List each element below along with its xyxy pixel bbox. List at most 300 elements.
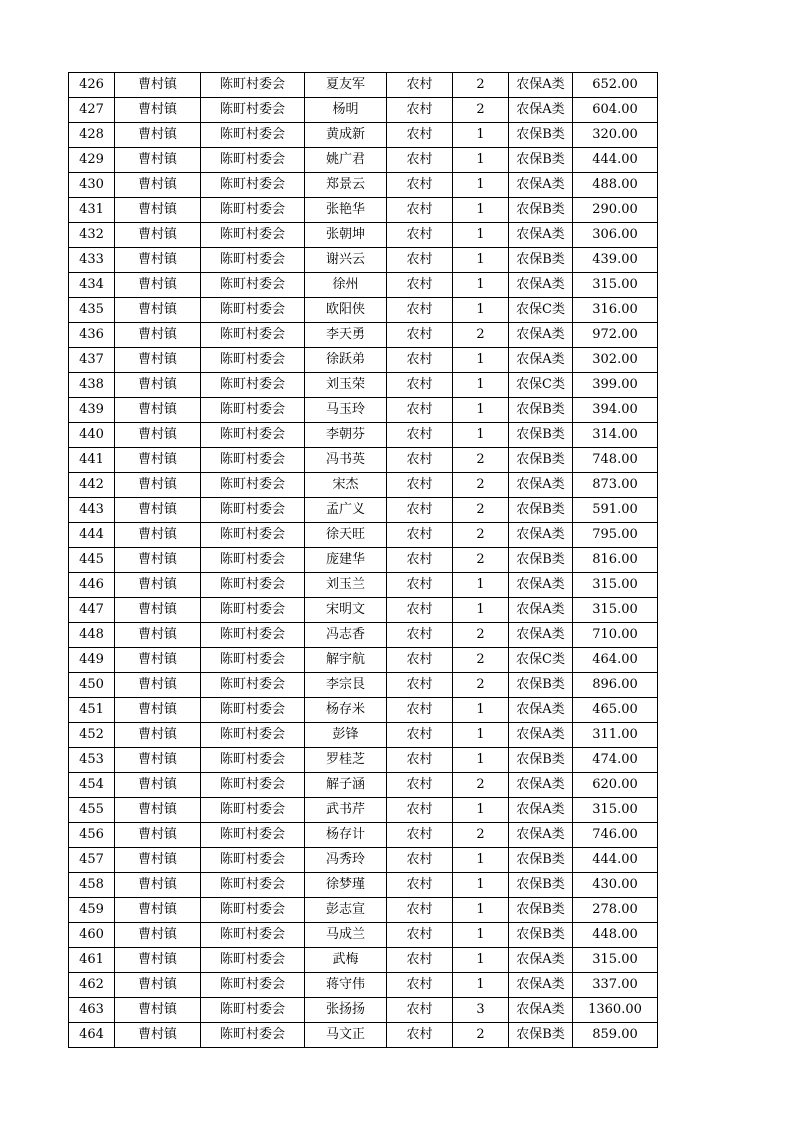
amount-cell: 488.00: [573, 173, 658, 198]
name-cell: 罗桂芝: [305, 748, 387, 773]
household-type-cell: 农村: [387, 648, 453, 673]
name-cell: 解子涵: [305, 773, 387, 798]
household-type-cell: 农村: [387, 948, 453, 973]
village-committee-cell: 陈町村委会: [201, 548, 305, 573]
name-cell: 宋杰: [305, 473, 387, 498]
person-count-cell: 2: [453, 498, 509, 523]
row-number-cell: 446: [69, 573, 115, 598]
household-type-cell: 农村: [387, 173, 453, 198]
town-cell: 曹村镇: [115, 348, 201, 373]
village-committee-cell: 陈町村委会: [201, 473, 305, 498]
table-row: [69, 398, 658, 423]
category-cell: 农保A类: [509, 723, 573, 748]
name-cell: 夏友军: [305, 73, 387, 98]
category-cell: 农保A类: [509, 773, 573, 798]
name-cell: 庞建华: [305, 548, 387, 573]
village-committee-cell: 陈町村委会: [201, 773, 305, 798]
amount-cell: 316.00: [573, 298, 658, 323]
table-row: [69, 523, 658, 548]
category-cell: 农保B类: [509, 748, 573, 773]
household-type-cell: 农村: [387, 598, 453, 623]
category-cell: 农保B类: [509, 123, 573, 148]
town-cell: 曹村镇: [115, 548, 201, 573]
village-committee-cell: 陈町村委会: [201, 573, 305, 598]
person-count-cell: 1: [453, 398, 509, 423]
name-cell: 武书芹: [305, 798, 387, 823]
town-cell: 曹村镇: [115, 748, 201, 773]
row-number-cell: 460: [69, 923, 115, 948]
person-count-cell: 1: [453, 873, 509, 898]
table-row: [69, 148, 658, 173]
row-number-cell: 442: [69, 473, 115, 498]
town-cell: 曹村镇: [115, 623, 201, 648]
amount-cell: 311.00: [573, 723, 658, 748]
category-cell: 农保B类: [509, 398, 573, 423]
town-cell: 曹村镇: [115, 148, 201, 173]
name-cell: 刘玉兰: [305, 573, 387, 598]
name-cell: 彭锋: [305, 723, 387, 748]
village-committee-cell: 陈町村委会: [201, 973, 305, 998]
town-cell: 曹村镇: [115, 1023, 201, 1048]
amount-cell: 972.00: [573, 323, 658, 348]
person-count-cell: 1: [453, 373, 509, 398]
table-row: [69, 298, 658, 323]
person-count-cell: 1: [453, 223, 509, 248]
table-row: [69, 248, 658, 273]
amount-cell: 748.00: [573, 448, 658, 473]
household-type-cell: 农村: [387, 498, 453, 523]
person-count-cell: 2: [453, 98, 509, 123]
table-row: [69, 348, 658, 373]
amount-cell: 315.00: [573, 598, 658, 623]
row-number-cell: 449: [69, 648, 115, 673]
name-cell: 马文正: [305, 1023, 387, 1048]
village-committee-cell: 陈町村委会: [201, 998, 305, 1023]
category-cell: 农保A类: [509, 73, 573, 98]
row-number-cell: 459: [69, 898, 115, 923]
category-cell: 农保A类: [509, 348, 573, 373]
table-row: [69, 98, 658, 123]
row-number-cell: 432: [69, 223, 115, 248]
row-number-cell: 451: [69, 698, 115, 723]
table-row: [69, 773, 658, 798]
table-row: [69, 123, 658, 148]
town-cell: 曹村镇: [115, 923, 201, 948]
table-row: [69, 648, 658, 673]
name-cell: 杨明: [305, 98, 387, 123]
category-cell: 农保C类: [509, 373, 573, 398]
category-cell: 农保A类: [509, 823, 573, 848]
row-number-cell: 455: [69, 798, 115, 823]
amount-cell: 290.00: [573, 198, 658, 223]
household-type-cell: 农村: [387, 398, 453, 423]
amount-cell: 430.00: [573, 873, 658, 898]
name-cell: 刘玉荣: [305, 373, 387, 398]
person-count-cell: 2: [453, 623, 509, 648]
table-body: [69, 73, 658, 1048]
village-committee-cell: 陈町村委会: [201, 323, 305, 348]
person-count-cell: 2: [453, 73, 509, 98]
person-count-cell: 1: [453, 698, 509, 723]
town-cell: 曹村镇: [115, 598, 201, 623]
table-row: [69, 923, 658, 948]
amount-cell: 278.00: [573, 898, 658, 923]
village-committee-cell: 陈町村委会: [201, 423, 305, 448]
town-cell: 曹村镇: [115, 848, 201, 873]
household-type-cell: 农村: [387, 373, 453, 398]
amount-cell: 399.00: [573, 373, 658, 398]
village-committee-cell: 陈町村委会: [201, 598, 305, 623]
row-number-cell: 431: [69, 198, 115, 223]
village-committee-cell: 陈町村委会: [201, 173, 305, 198]
table-row: [69, 898, 658, 923]
person-count-cell: 1: [453, 573, 509, 598]
category-cell: 农保A类: [509, 798, 573, 823]
amount-cell: 795.00: [573, 523, 658, 548]
table-row: [69, 698, 658, 723]
person-count-cell: 1: [453, 598, 509, 623]
table-row: [69, 548, 658, 573]
table-row: [69, 723, 658, 748]
person-count-cell: 1: [453, 248, 509, 273]
person-count-cell: 1: [453, 123, 509, 148]
household-type-cell: 农村: [387, 773, 453, 798]
row-number-cell: 454: [69, 773, 115, 798]
row-number-cell: 450: [69, 673, 115, 698]
row-number-cell: 452: [69, 723, 115, 748]
category-cell: 农保A类: [509, 973, 573, 998]
amount-cell: 746.00: [573, 823, 658, 848]
name-cell: 彭志宣: [305, 898, 387, 923]
name-cell: 冯志香: [305, 623, 387, 648]
row-number-cell: 447: [69, 598, 115, 623]
person-count-cell: 2: [453, 548, 509, 573]
household-type-cell: 农村: [387, 198, 453, 223]
household-type-cell: 农村: [387, 298, 453, 323]
village-committee-cell: 陈町村委会: [201, 923, 305, 948]
name-cell: 李宗艮: [305, 673, 387, 698]
name-cell: 马成兰: [305, 923, 387, 948]
person-count-cell: 2: [453, 323, 509, 348]
benefit-roster-table: [68, 72, 658, 1048]
row-number-cell: 464: [69, 1023, 115, 1048]
category-cell: 农保A类: [509, 598, 573, 623]
town-cell: 曹村镇: [115, 423, 201, 448]
town-cell: 曹村镇: [115, 673, 201, 698]
village-committee-cell: 陈町村委会: [201, 823, 305, 848]
category-cell: 农保B类: [509, 923, 573, 948]
person-count-cell: 2: [453, 473, 509, 498]
table-row: [69, 273, 658, 298]
town-cell: 曹村镇: [115, 523, 201, 548]
name-cell: 蒋守伟: [305, 973, 387, 998]
village-committee-cell: 陈町村委会: [201, 398, 305, 423]
name-cell: 杨存米: [305, 698, 387, 723]
category-cell: 农保A类: [509, 273, 573, 298]
row-number-cell: 458: [69, 873, 115, 898]
village-committee-cell: 陈町村委会: [201, 448, 305, 473]
amount-cell: 710.00: [573, 623, 658, 648]
category-cell: 农保A类: [509, 473, 573, 498]
table-row: [69, 448, 658, 473]
person-count-cell: 1: [453, 273, 509, 298]
table-row: [69, 998, 658, 1023]
amount-cell: 315.00: [573, 573, 658, 598]
name-cell: 武梅: [305, 948, 387, 973]
row-number-cell: 457: [69, 848, 115, 873]
category-cell: 农保C类: [509, 648, 573, 673]
town-cell: 曹村镇: [115, 123, 201, 148]
person-count-cell: 1: [453, 723, 509, 748]
household-type-cell: 农村: [387, 898, 453, 923]
village-committee-cell: 陈町村委会: [201, 498, 305, 523]
category-cell: 农保B类: [509, 548, 573, 573]
village-committee-cell: 陈町村委会: [201, 148, 305, 173]
table-row: [69, 823, 658, 848]
person-count-cell: 3: [453, 998, 509, 1023]
person-count-cell: 2: [453, 673, 509, 698]
town-cell: 曹村镇: [115, 73, 201, 98]
household-type-cell: 农村: [387, 848, 453, 873]
row-number-cell: 426: [69, 73, 115, 98]
name-cell: 谢兴云: [305, 248, 387, 273]
row-number-cell: 448: [69, 623, 115, 648]
name-cell: 马玉玲: [305, 398, 387, 423]
town-cell: 曹村镇: [115, 723, 201, 748]
person-count-cell: 1: [453, 423, 509, 448]
town-cell: 曹村镇: [115, 798, 201, 823]
household-type-cell: 农村: [387, 273, 453, 298]
name-cell: 张朝坤: [305, 223, 387, 248]
name-cell: 徐天旺: [305, 523, 387, 548]
household-type-cell: 农村: [387, 523, 453, 548]
name-cell: 欧阳侠: [305, 298, 387, 323]
village-committee-cell: 陈町村委会: [201, 873, 305, 898]
village-committee-cell: 陈町村委会: [201, 73, 305, 98]
row-number-cell: 437: [69, 348, 115, 373]
row-number-cell: 461: [69, 948, 115, 973]
person-count-cell: 1: [453, 798, 509, 823]
amount-cell: 474.00: [573, 748, 658, 773]
person-count-cell: 1: [453, 948, 509, 973]
household-type-cell: 农村: [387, 123, 453, 148]
town-cell: 曹村镇: [115, 823, 201, 848]
table-row: [69, 848, 658, 873]
town-cell: 曹村镇: [115, 473, 201, 498]
table-row: [69, 748, 658, 773]
village-committee-cell: 陈町村委会: [201, 1023, 305, 1048]
village-committee-cell: 陈町村委会: [201, 723, 305, 748]
town-cell: 曹村镇: [115, 323, 201, 348]
table-row: [69, 873, 658, 898]
town-cell: 曹村镇: [115, 498, 201, 523]
row-number-cell: 436: [69, 323, 115, 348]
village-committee-cell: 陈町村委会: [201, 948, 305, 973]
category-cell: 农保A类: [509, 523, 573, 548]
amount-cell: 1360.00: [573, 998, 658, 1023]
row-number-cell: 456: [69, 823, 115, 848]
town-cell: 曹村镇: [115, 698, 201, 723]
amount-cell: 620.00: [573, 773, 658, 798]
table-row: [69, 573, 658, 598]
table-row: [69, 323, 658, 348]
town-cell: 曹村镇: [115, 298, 201, 323]
table-row: [69, 673, 658, 698]
table-row: [69, 198, 658, 223]
row-number-cell: 453: [69, 748, 115, 773]
town-cell: 曹村镇: [115, 173, 201, 198]
category-cell: 农保B类: [509, 1023, 573, 1048]
amount-cell: 315.00: [573, 948, 658, 973]
amount-cell: 464.00: [573, 648, 658, 673]
table-row: [69, 423, 658, 448]
household-type-cell: 农村: [387, 923, 453, 948]
table-row: [69, 223, 658, 248]
name-cell: 张扬扬: [305, 998, 387, 1023]
name-cell: 孟广义: [305, 498, 387, 523]
category-cell: 农保A类: [509, 98, 573, 123]
town-cell: 曹村镇: [115, 98, 201, 123]
town-cell: 曹村镇: [115, 448, 201, 473]
row-number-cell: 433: [69, 248, 115, 273]
amount-cell: 320.00: [573, 123, 658, 148]
household-type-cell: 农村: [387, 998, 453, 1023]
amount-cell: 448.00: [573, 923, 658, 948]
household-type-cell: 农村: [387, 248, 453, 273]
category-cell: 农保C类: [509, 298, 573, 323]
category-cell: 农保B类: [509, 148, 573, 173]
category-cell: 农保A类: [509, 173, 573, 198]
town-cell: 曹村镇: [115, 973, 201, 998]
category-cell: 农保B类: [509, 248, 573, 273]
household-type-cell: 农村: [387, 548, 453, 573]
table-row: [69, 798, 658, 823]
row-number-cell: 441: [69, 448, 115, 473]
amount-cell: 816.00: [573, 548, 658, 573]
amount-cell: 896.00: [573, 673, 658, 698]
person-count-cell: 2: [453, 523, 509, 548]
household-type-cell: 农村: [387, 73, 453, 98]
row-number-cell: 462: [69, 973, 115, 998]
row-number-cell: 427: [69, 98, 115, 123]
person-count-cell: 1: [453, 148, 509, 173]
village-committee-cell: 陈町村委会: [201, 348, 305, 373]
name-cell: 李朝芬: [305, 423, 387, 448]
row-number-cell: 440: [69, 423, 115, 448]
name-cell: 徐州: [305, 273, 387, 298]
table-row: [69, 498, 658, 523]
household-type-cell: 农村: [387, 348, 453, 373]
amount-cell: 337.00: [573, 973, 658, 998]
person-count-cell: 2: [453, 448, 509, 473]
name-cell: 冯秀玲: [305, 848, 387, 873]
person-count-cell: 2: [453, 823, 509, 848]
town-cell: 曹村镇: [115, 223, 201, 248]
name-cell: 解宇航: [305, 648, 387, 673]
name-cell: 冯书英: [305, 448, 387, 473]
town-cell: 曹村镇: [115, 998, 201, 1023]
table-row: [69, 948, 658, 973]
amount-cell: 315.00: [573, 798, 658, 823]
table-row: [69, 973, 658, 998]
village-committee-cell: 陈町村委会: [201, 748, 305, 773]
town-cell: 曹村镇: [115, 573, 201, 598]
village-committee-cell: 陈町村委会: [201, 373, 305, 398]
person-count-cell: 1: [453, 748, 509, 773]
category-cell: 农保B类: [509, 498, 573, 523]
category-cell: 农保B类: [509, 423, 573, 448]
name-cell: 李天勇: [305, 323, 387, 348]
person-count-cell: 1: [453, 973, 509, 998]
village-committee-cell: 陈町村委会: [201, 673, 305, 698]
household-type-cell: 农村: [387, 873, 453, 898]
amount-cell: 394.00: [573, 398, 658, 423]
category-cell: 农保B类: [509, 873, 573, 898]
village-committee-cell: 陈町村委会: [201, 98, 305, 123]
village-committee-cell: 陈町村委会: [201, 898, 305, 923]
household-type-cell: 农村: [387, 148, 453, 173]
town-cell: 曹村镇: [115, 648, 201, 673]
village-committee-cell: 陈町村委会: [201, 698, 305, 723]
household-type-cell: 农村: [387, 673, 453, 698]
category-cell: 农保A类: [509, 223, 573, 248]
town-cell: 曹村镇: [115, 773, 201, 798]
category-cell: 农保A类: [509, 573, 573, 598]
category-cell: 农保B类: [509, 673, 573, 698]
amount-cell: 314.00: [573, 423, 658, 448]
town-cell: 曹村镇: [115, 273, 201, 298]
amount-cell: 873.00: [573, 473, 658, 498]
household-type-cell: 农村: [387, 448, 453, 473]
row-number-cell: 428: [69, 123, 115, 148]
person-count-cell: 1: [453, 198, 509, 223]
village-committee-cell: 陈町村委会: [201, 798, 305, 823]
household-type-cell: 农村: [387, 823, 453, 848]
name-cell: 姚广君: [305, 148, 387, 173]
village-committee-cell: 陈町村委会: [201, 198, 305, 223]
household-type-cell: 农村: [387, 798, 453, 823]
row-number-cell: 445: [69, 548, 115, 573]
village-committee-cell: 陈町村委会: [201, 298, 305, 323]
name-cell: 张艳华: [305, 198, 387, 223]
row-number-cell: 429: [69, 148, 115, 173]
village-committee-cell: 陈町村委会: [201, 273, 305, 298]
person-count-cell: 1: [453, 898, 509, 923]
town-cell: 曹村镇: [115, 398, 201, 423]
category-cell: 农保A类: [509, 323, 573, 348]
table-row: [69, 73, 658, 98]
category-cell: 农保A类: [509, 623, 573, 648]
row-number-cell: 443: [69, 498, 115, 523]
amount-cell: 306.00: [573, 223, 658, 248]
row-number-cell: 463: [69, 998, 115, 1023]
amount-cell: 859.00: [573, 1023, 658, 1048]
person-count-cell: 1: [453, 923, 509, 948]
amount-cell: 439.00: [573, 248, 658, 273]
name-cell: 黄成新: [305, 123, 387, 148]
table-row: [69, 598, 658, 623]
household-type-cell: 农村: [387, 223, 453, 248]
household-type-cell: 农村: [387, 1023, 453, 1048]
table-row: [69, 373, 658, 398]
amount-cell: 465.00: [573, 698, 658, 723]
household-type-cell: 农村: [387, 573, 453, 598]
amount-cell: 444.00: [573, 148, 658, 173]
category-cell: 农保B类: [509, 198, 573, 223]
table-row: [69, 1023, 658, 1048]
household-type-cell: 农村: [387, 98, 453, 123]
name-cell: 宋明文: [305, 598, 387, 623]
